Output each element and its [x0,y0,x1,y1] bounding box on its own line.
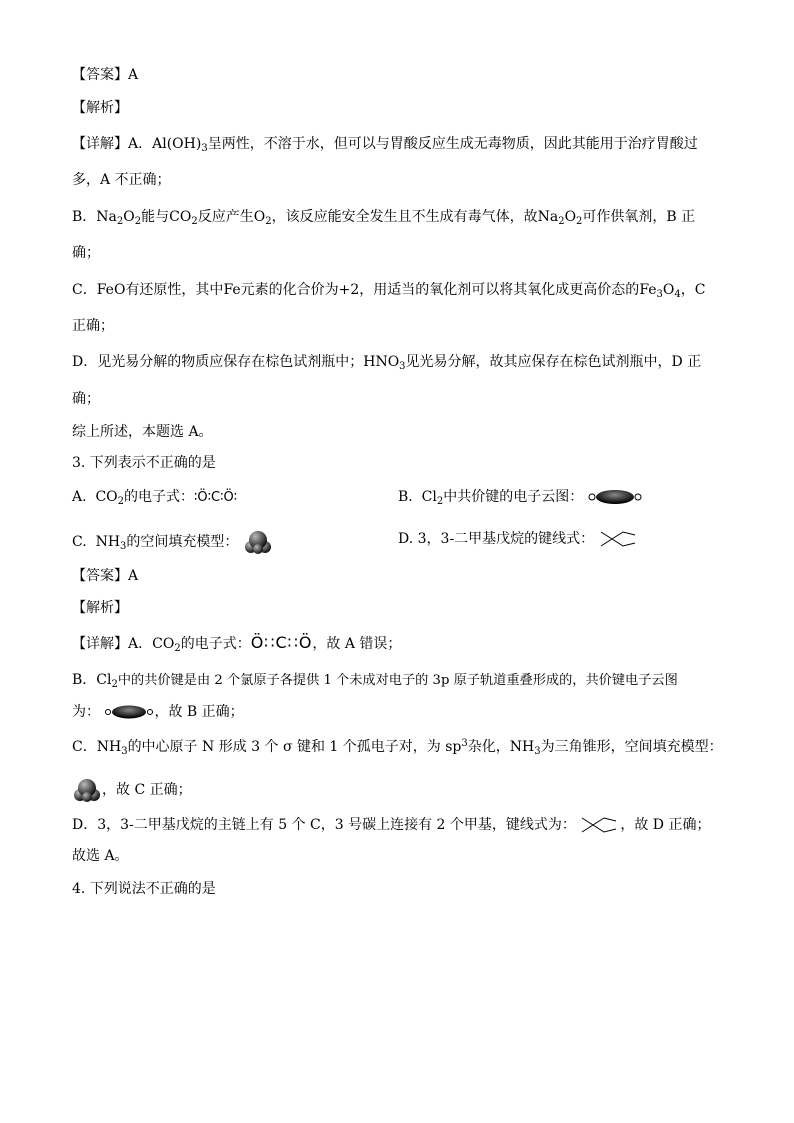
skeletal-formula-icon-2 [580,815,620,835]
detail-b-line2: 确； [72,245,100,261]
detail2-d-line: D．3，3-二甲基戊烷的主链上有 5 个 C，3 号碳上连接有 2 个甲基，键线式为： ，故 D 正确； [72,817,711,833]
detail2-b-line2: 为： ，故 B 正确； [72,704,244,720]
detail2-c-line2: ，故 C 正确； [72,777,192,803]
answer-line-1 [72,65,138,85]
q3-option-d: D. 3，3-二甲基戊烷的键线式： [398,529,639,549]
detail-c-line2: 正确； [72,318,114,334]
detail-d-line2: 确； [72,391,100,407]
answer-tag: 【答案】 [72,67,128,83]
question-4-title: 4. 下列说法不正确的是 [72,881,216,897]
electron-cloud-icon [588,487,642,507]
nh3-space-filling-icon [243,529,273,555]
detail2-b-line1: B．$Cl_2$中的共价键是由 2 个氯原子各提供 1 个未成对电子的 3p 原子轨道重叠形成的，共价键电子云图 [72,672,678,690]
co2-lewis-correct: Ö∷C∷Ö [250,633,313,652]
q3-option-a: A. $CO_2$的电子式：∶Ö∶C∶Ö∶ [72,489,238,507]
answer-line-2: 【答案】A [72,568,139,584]
summary-line: 综上所述，本题选 A。 [72,424,213,440]
detail-b-line1: B．$Na_2O_2$能与$CO_2$反应产生$O_2$，该反应能安全发生且不生成有毒气体，故$Na_2O_2$可作供氧剂，B 正 [72,209,696,227]
detail-c-line1: C．FeO有还原性，其中Fe元素的化合价为+2，用适当的氧化剂可以将其氧化成更高价态的$Fe_3O_4$，C [72,282,706,300]
analysis-tag-2: 【解析】 [72,600,128,616]
detail-a-line1: 【详解】A．$Al(OH)_3$呈两性，不溶于水，但可以与胃酸反应生成无毒物质，因此其能用于治疗胃酸过 [72,136,698,154]
detail-d-line1: D．见光易分解的物质应保存在棕色试剂瓶中；$HNO_3$见光易分解，故其应保存在棕色试剂瓶中，D 正 [72,354,702,372]
electron-cloud-icon-2 [104,703,154,721]
detail2-a-line: 【详解】A．$CO_2$的电子式：Ö∷C∷Ö，故 A 错误； [72,633,402,654]
skeletal-formula-icon [599,529,639,549]
analysis-tag-1: 【解析】 [72,100,128,116]
nh3-space-filling-icon-2 [72,777,102,803]
question-3-title: 3. 下列表示不正确的是 [72,455,216,471]
detail2-c-line1: C．$NH_3$的中心原子 N 形成 3 个 σ 键和 1 个孤电子对，为 $sp^3$杂化，$NH_3$为三角锥形，空间填充模型： [72,738,723,757]
q3-option-b: B. $Cl_2$中共价键的电子云图： [398,487,642,507]
detail-a-line2: 多，A 不正确； [72,172,171,188]
co2-lewis-wrong: ∶Ö∶C∶Ö∶ [194,490,238,505]
conclusion-line: 故选 A。 [72,848,129,864]
answer-value: A [128,67,139,83]
q3-option-c: C. $NH_3$的空间填充模型： [72,529,273,555]
